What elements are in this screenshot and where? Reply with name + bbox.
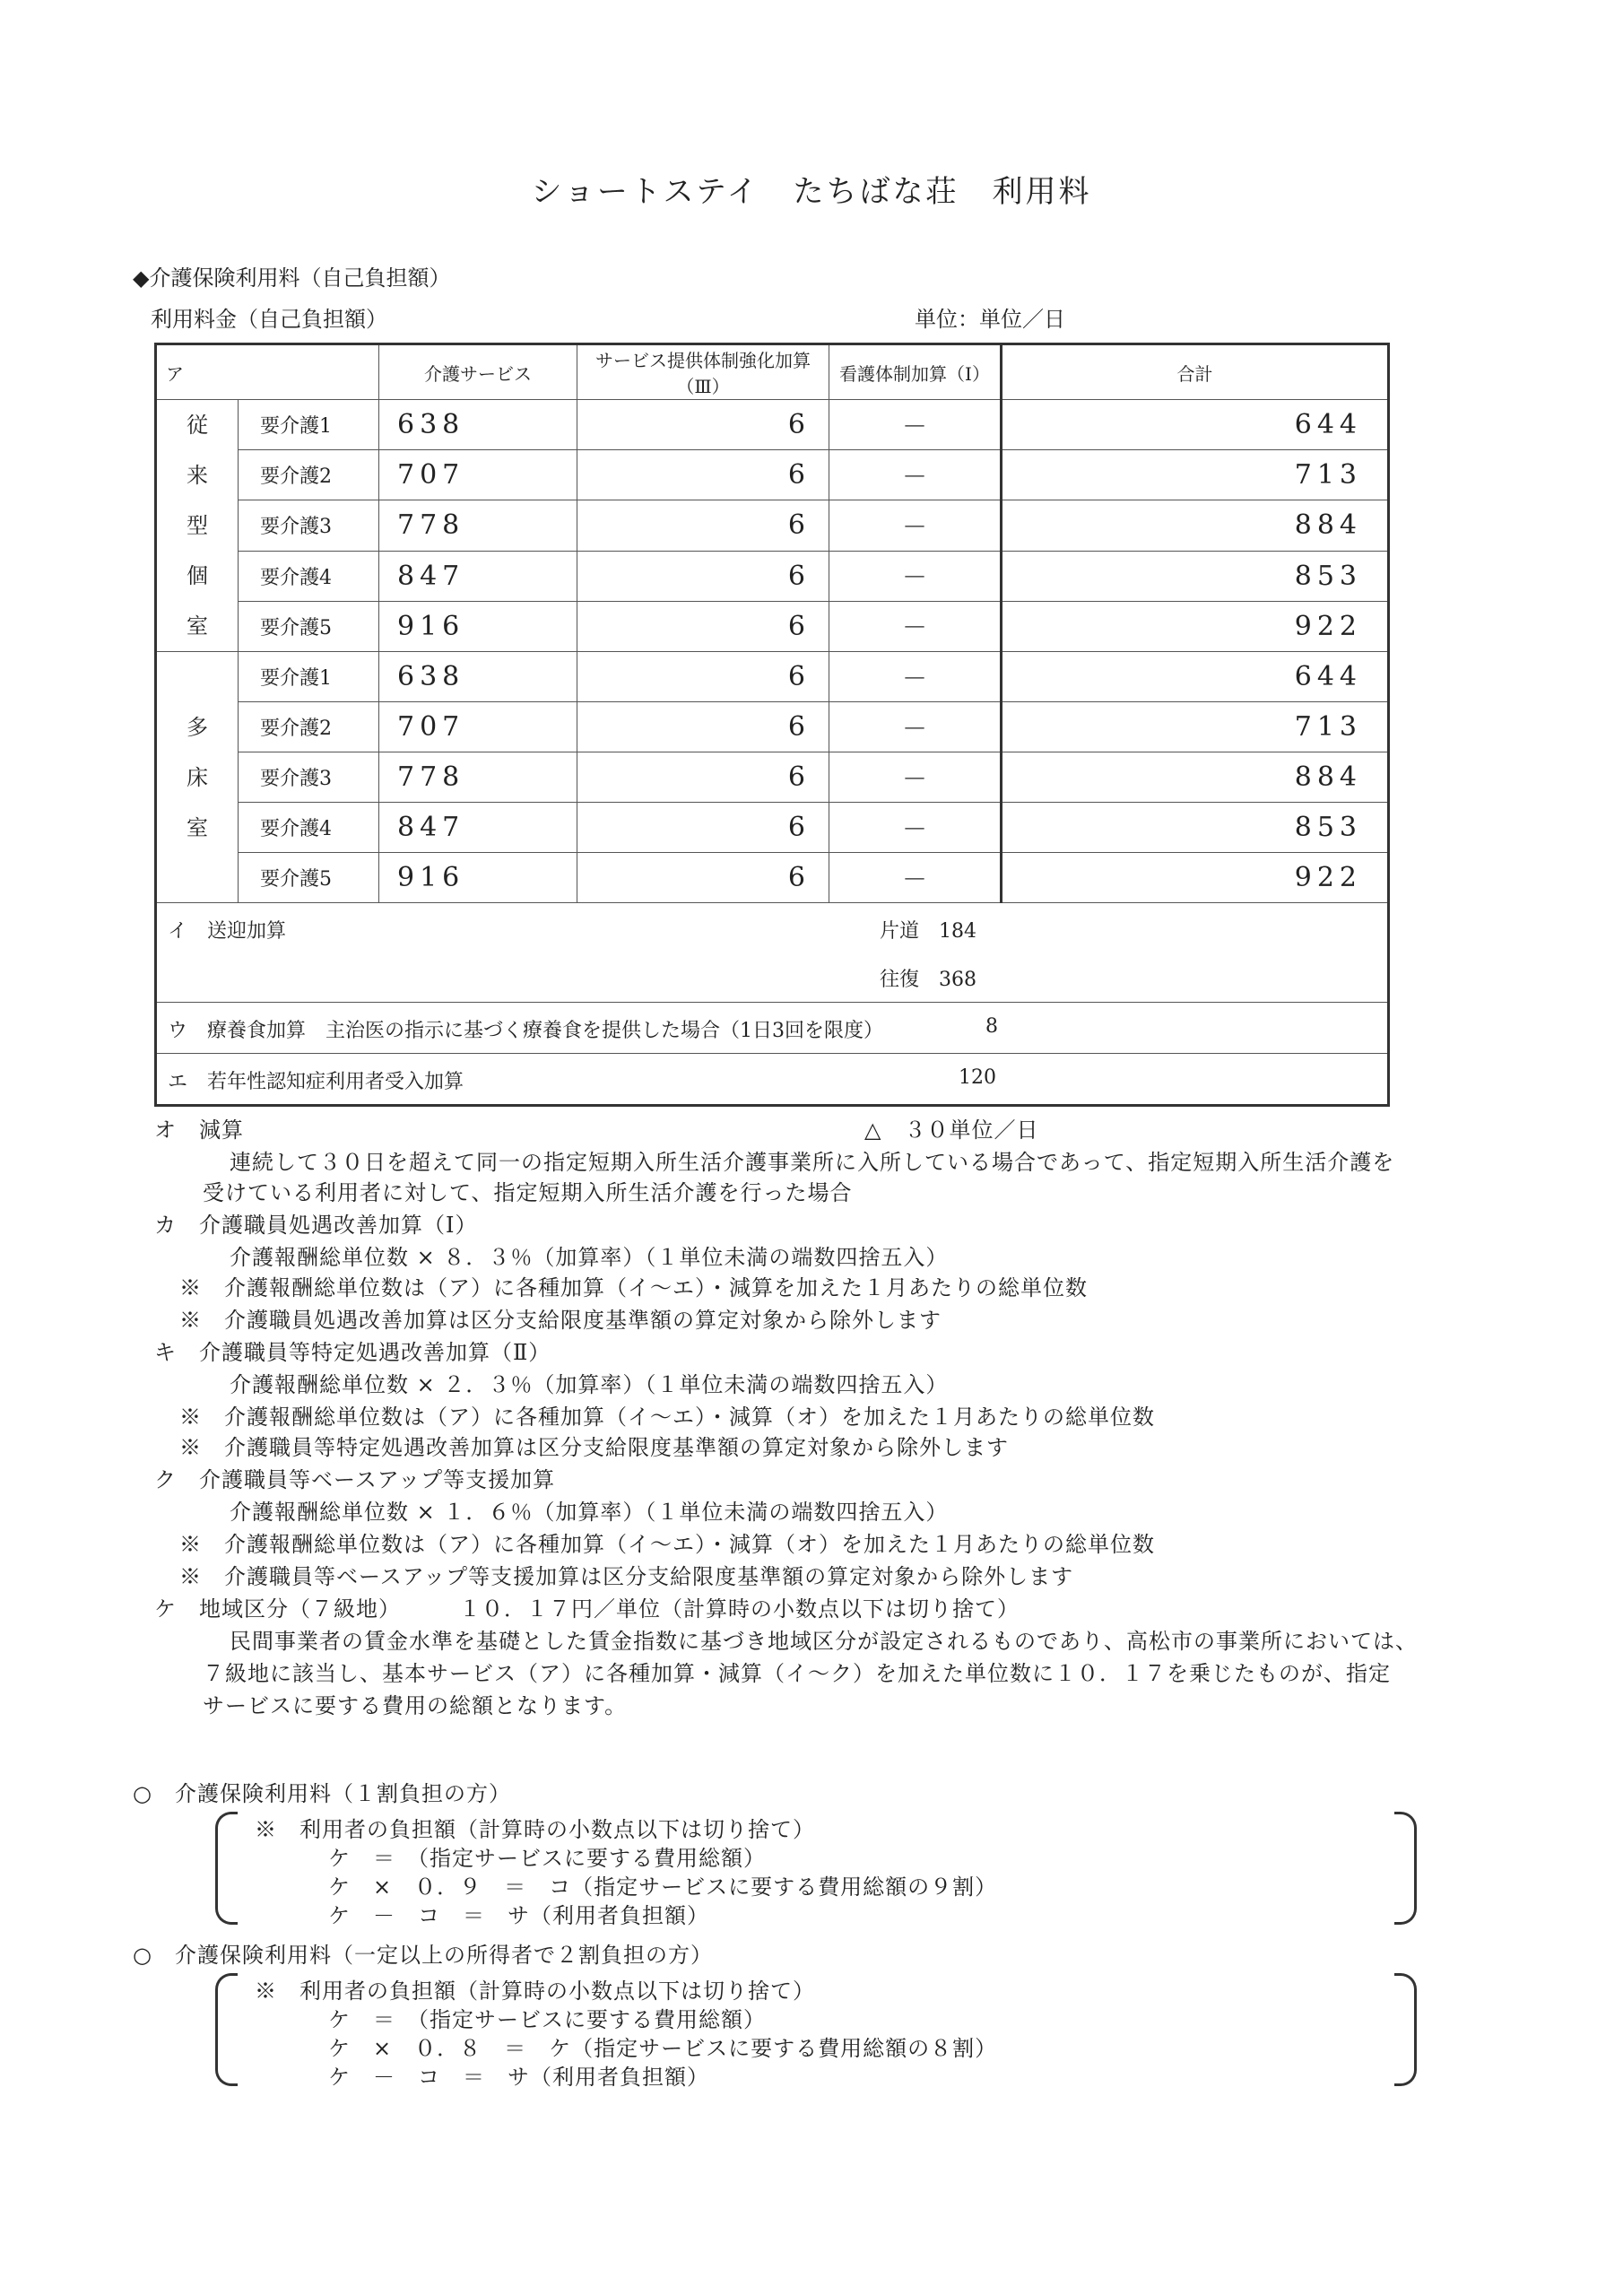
note-ka-title: カ 介護職員処遇改善加算（Ⅰ） xyxy=(154,1213,478,1238)
note-ke-title: ケ 地域区分（７級地） xyxy=(154,1596,401,1622)
total-cell: 922 xyxy=(1002,601,1389,651)
level-cell: 要介護5 xyxy=(239,853,379,903)
svc-cell: 6 xyxy=(577,551,829,601)
note-ki-line1: 介護報酬総単位数 × ２．３％（加算率）（１単位未満の端数四捨五入） xyxy=(230,1372,949,1397)
note-ke-line2: ７級地に該当し、基本サービス（ア）に各種加算・減算（イ～ク）を加えた単位数に１０．１７を乗じたものが、指定 xyxy=(203,1661,1391,1686)
svc-cell: 6 xyxy=(577,601,829,651)
level-cell: 要介護4 xyxy=(239,551,379,601)
table-row xyxy=(156,601,1389,651)
svc-cell: 6 xyxy=(577,400,829,450)
block2-line2: ケ ＝ （指定サービスに要する費用総額） xyxy=(328,2007,766,2032)
block2-line3: ケ × ０．８ ＝ ケ（指定サービスに要する費用総額の８割） xyxy=(328,2036,998,2061)
table-row xyxy=(156,803,1389,853)
level-cell: 要介護3 xyxy=(239,752,379,803)
base-cell: 778 xyxy=(379,500,577,551)
section-header: ◆介護保険利用料（自己負担額） xyxy=(133,265,451,291)
header-svc: サービス提供体制強化加算（Ⅲ） xyxy=(577,344,829,400)
care-cell: － xyxy=(829,803,1002,853)
group-multi-bed-room: 多 床 室 xyxy=(156,652,239,903)
block2-title: ○ 介護保険利用料（一定以上の所得者で２割負担の方） xyxy=(133,1943,713,1968)
table-row xyxy=(156,551,1389,601)
svc-cell: 6 xyxy=(577,652,829,702)
addon-transport-cell xyxy=(156,903,1389,1003)
block1-formula xyxy=(215,1812,1417,1928)
total-cell: 644 xyxy=(1002,400,1389,450)
note-ku-title: ク 介護職員等ベースアップ等支援加算 xyxy=(154,1467,556,1492)
block1-title: ○ 介護保険利用料（１割負担の方） xyxy=(133,1781,511,1806)
care-cell: － xyxy=(829,400,1002,450)
table-row xyxy=(156,702,1389,752)
fee-table xyxy=(154,343,1390,1107)
table-row xyxy=(156,853,1389,903)
total-cell: 853 xyxy=(1002,803,1389,853)
note-ka-line1: 介護報酬総単位数 × ８．３％（加算率）（１単位未満の端数四捨五入） xyxy=(230,1245,949,1270)
addon-meal-cell xyxy=(156,1003,1389,1054)
block1-line3: ケ × ０．９ ＝ コ（指定サービスに要する費用総額の９割） xyxy=(328,1874,998,1900)
total-cell: 644 xyxy=(1002,652,1389,702)
total-cell: 853 xyxy=(1002,551,1389,601)
base-cell: 707 xyxy=(379,450,577,500)
note-ke-line1: 民間事業者の賃金水準を基礎とした賃金指数に基づき地域区分が設定されるものであり、高松市の事業所においては、 xyxy=(230,1629,1418,1654)
total-cell: 713 xyxy=(1002,450,1389,500)
care-cell: － xyxy=(829,551,1002,601)
care-cell: － xyxy=(829,500,1002,551)
base-cell: 847 xyxy=(379,551,577,601)
addon-transport-round: 往復 368 xyxy=(880,969,976,991)
table-row xyxy=(156,400,1389,450)
total-cell: 884 xyxy=(1002,500,1389,551)
level-cell: 要介護4 xyxy=(239,803,379,853)
base-cell: 707 xyxy=(379,702,577,752)
total-cell: 884 xyxy=(1002,752,1389,803)
care-cell: － xyxy=(829,853,1002,903)
addon-dementia-value: 120 xyxy=(959,1066,996,1089)
base-cell: 638 xyxy=(379,400,577,450)
addon-meal-label: ウ 療養食加算 主治医の指示に基づく療養食を提供した場合（1日3回を限度） xyxy=(168,1020,883,1042)
left-bracket xyxy=(215,1973,238,2086)
base-cell: 916 xyxy=(379,853,577,903)
note-ke-line3: サービスに要する費用の総額となります。 xyxy=(203,1693,628,1718)
block2-formula xyxy=(215,1973,1417,2090)
header-care: 看護体制加算（Ⅰ） xyxy=(829,344,1002,400)
svc-cell: 6 xyxy=(577,450,829,500)
table-row xyxy=(156,752,1389,803)
header-a: ア xyxy=(156,344,379,400)
care-cell: － xyxy=(829,702,1002,752)
note-o-line1: 連続して３０日を超えて同一の指定短期入所生活介護事業所に入所している場合であって、指定短期入所生活介護を xyxy=(230,1150,1395,1175)
table-row xyxy=(156,652,1389,702)
note-ku-note1: ※ 介護報酬総単位数は（ア）に各種加算（イ～エ）・減算（オ）を加えた１月あたりの総単位数 xyxy=(179,1532,1155,1557)
note-ka-note1: ※ 介護報酬総単位数は（ア）に各種加算（イ～エ）・減算を加えた１月あたりの総単位数 xyxy=(179,1275,1088,1300)
svc-cell: 6 xyxy=(577,752,829,803)
care-cell: － xyxy=(829,752,1002,803)
level-cell: 要介護2 xyxy=(239,702,379,752)
note-ka-note2: ※ 介護職員処遇改善加算は区分支給限度基準額の算定対象から除外します xyxy=(179,1308,942,1333)
note-ki-title: キ 介護職員等特定処遇改善加算（Ⅱ） xyxy=(154,1340,551,1365)
base-cell: 778 xyxy=(379,752,577,803)
note-ke-value: １０．１７円／単位（計算時の小数点以下は切り捨て） xyxy=(459,1596,1020,1622)
note-o-line2: 受けている利用者に対して、指定短期入所生活介護を行った場合 xyxy=(203,1180,853,1205)
fee-label: 利用料金（自己負担額） xyxy=(151,307,387,332)
addon-meal-value: 8 xyxy=(985,1015,998,1038)
header-total: 合計 xyxy=(1002,344,1389,400)
addon-dementia-cell xyxy=(156,1054,1389,1106)
svc-cell: 6 xyxy=(577,853,829,903)
care-cell: － xyxy=(829,450,1002,500)
care-cell: － xyxy=(829,652,1002,702)
table-header-row xyxy=(156,344,1389,400)
left-bracket xyxy=(215,1812,238,1925)
base-cell: 847 xyxy=(379,803,577,853)
note-ki-note2: ※ 介護職員等特定処遇改善加算は区分支給限度基準額の算定対象から除外します xyxy=(179,1435,1009,1460)
unit-label: 単位：単位／日 xyxy=(915,307,1065,332)
level-cell: 要介護3 xyxy=(239,500,379,551)
total-cell: 922 xyxy=(1002,853,1389,903)
note-ku-note2: ※ 介護職員等ベースアップ等支援加算は区分支給限度基準額の算定対象から除外します xyxy=(179,1564,1074,1589)
block1-line1: ※ 利用者の負担額（計算時の小数点以下は切り捨て） xyxy=(255,1817,815,1842)
page-title: ショートステイ たちばな荘 利用料 xyxy=(531,174,1092,210)
level-cell: 要介護2 xyxy=(239,450,379,500)
note-ku-line1: 介護報酬総単位数 × １．６％（加算率）（１単位未満の端数四捨五入） xyxy=(230,1500,949,1525)
level-cell: 要介護1 xyxy=(239,652,379,702)
group-private-room: 従 来 型 個 室 xyxy=(156,400,239,652)
block1-line4: ケ － コ ＝ サ（利用者負担額） xyxy=(328,1903,709,1928)
note-o-title: オ 減算 xyxy=(154,1118,244,1143)
right-bracket xyxy=(1394,1812,1417,1925)
addon-meal-row xyxy=(156,1003,1389,1054)
block2-line4: ケ － コ ＝ サ（利用者負担額） xyxy=(328,2065,709,2090)
addon-transport-oneway: 片道 184 xyxy=(880,920,976,943)
level-cell: 要介護1 xyxy=(239,400,379,450)
addon-transport-row xyxy=(156,903,1389,1003)
right-bracket xyxy=(1394,1973,1417,2086)
base-cell: 916 xyxy=(379,601,577,651)
addon-dementia-row xyxy=(156,1054,1389,1106)
addon-transport-label: イ 送迎加算 xyxy=(168,920,287,943)
total-cell: 713 xyxy=(1002,702,1389,752)
table-row xyxy=(156,450,1389,500)
level-cell: 要介護5 xyxy=(239,601,379,651)
table-row xyxy=(156,500,1389,551)
care-cell: － xyxy=(829,601,1002,651)
svc-cell: 6 xyxy=(577,803,829,853)
svc-cell: 6 xyxy=(577,702,829,752)
note-o-value: △ ３０単位／日 xyxy=(864,1118,1039,1143)
block1-line2: ケ ＝ （指定サービスに要する費用総額） xyxy=(328,1846,766,1871)
block2-line1: ※ 利用者の負担額（計算時の小数点以下は切り捨て） xyxy=(255,1979,815,2004)
note-ki-note1: ※ 介護報酬総単位数は（ア）に各種加算（イ～エ）・減算（オ）を加えた１月あたりの総単位数 xyxy=(179,1405,1155,1430)
base-cell: 638 xyxy=(379,652,577,702)
svc-cell: 6 xyxy=(577,500,829,551)
addon-dementia-label: エ 若年性認知症利用者受入加算 xyxy=(168,1071,464,1093)
header-base: 介護サービス xyxy=(379,344,577,400)
